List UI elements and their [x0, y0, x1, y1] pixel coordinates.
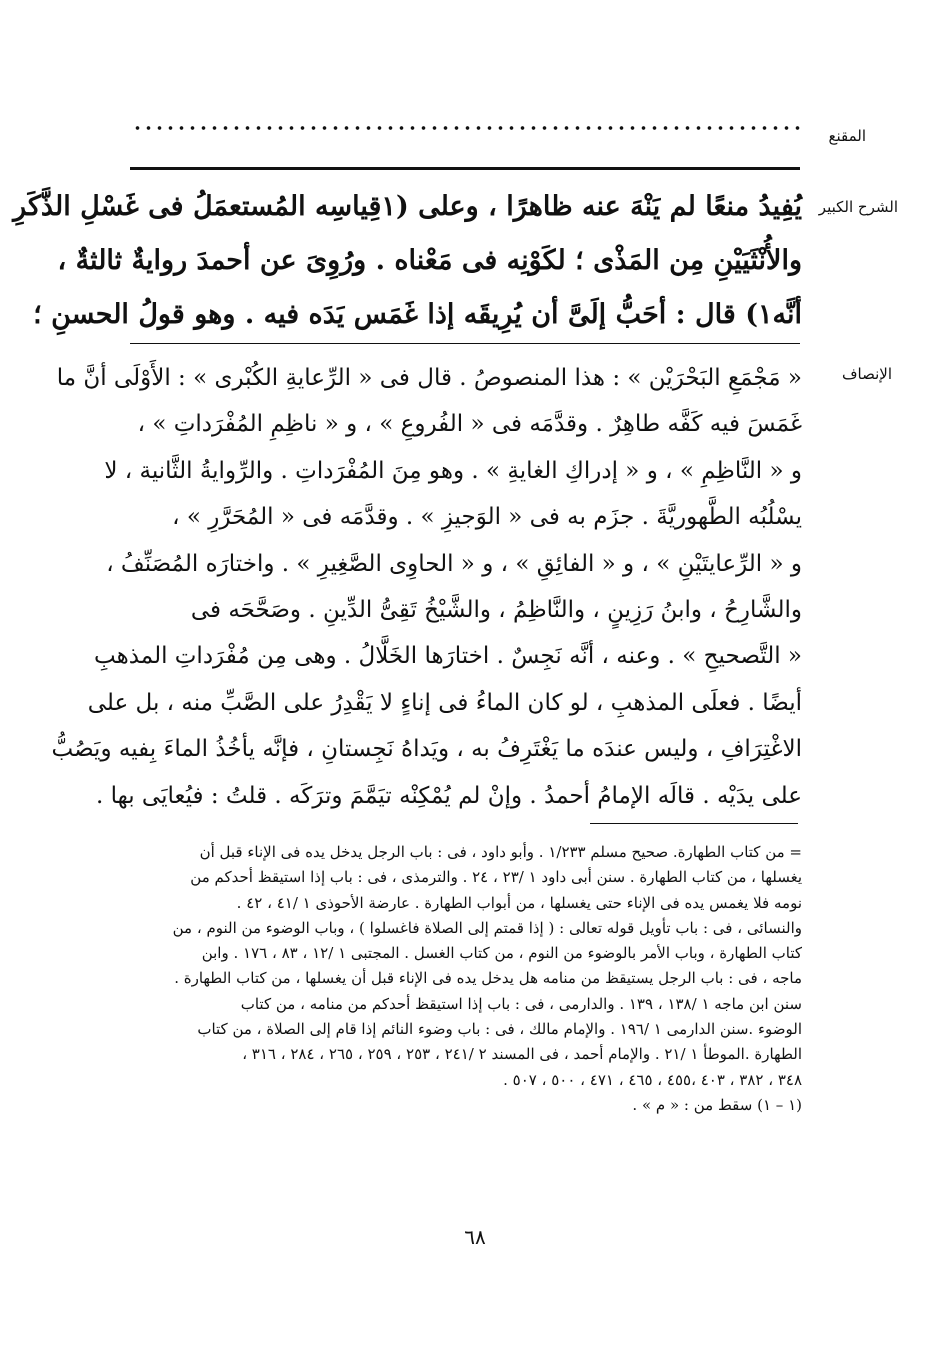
sharh-text: [13, 180, 802, 342]
text-line: الاغْتِرَافِ ، وليس عندَه ما يَغْتَرِفُ به ، ويَداهُ نَجِستانِ ، فإنَّه يأخُذُ الماءَ بِفيه ويَصُبُّ: [51, 736, 802, 763]
text-line: والأُنْثَيَيْنِ مِن المَذْى ؛ لكَوْنِه فى مَعْناه . ورُوِىَ عن أحمدَ روايةٌ ثالثةٌ ،: [57, 245, 802, 276]
text-line: « التَّصحيحِ » . وعنه ، أنَّه نَجِسٌ . اختارَها الخَلَّالُ . وهى مِن مُفْرَداتِ المذهبِ: [93, 643, 802, 670]
text-line: غَمَسَ فيه كَفَّه طاهِرٌ . وقدَّمَه فى « الفُروعِ » ، و « ناظِمِ المُفْرَداتِ » ،: [137, 411, 802, 438]
footnote-line: كتاب الطهارة ، وباب الأمر بالوضوء من النوم ، من كتاب الغسل . المجتبى ١ /١٢ ، ٨٣ ، ١٧٦ . وابن: [201, 944, 802, 963]
footnotes: [120, 840, 802, 1118]
text-line: و « الرِّعايتَيْنِ » ، و « الفائِقِ » ، و « الحاوِى الصَّغِيرِ » . واختارَه المُصَنِّفُ ،: [106, 550, 802, 577]
footnote-line: الطهارة .الموطأ ١ /٢١ . والإمام أحمد ، فى المسند ٢ /٢٤١ ، ٢٥٣ ، ٢٥٩ ، ٢٦٥ ، ٢٨٤ ، ٣١٦ ،: [242, 1045, 802, 1064]
footnote-line: نومه فلا يغمس يده فى الإناء حتى يغسلها ، من أبواب الطهارة . عارضة الأحوذى ١ /٤١ ، ٤٢ .: [236, 893, 802, 912]
footnote-line: = من كتاب الطهارة. صحيح مسلم ١/٢٣٣ . وأبو داود ، فى : باب الرجل يدخل يده فى الإناء قبل أن: [199, 843, 802, 861]
insaf-text: [51, 355, 802, 819]
text-line: « مَجْمَعِ البَحْرَيْن » : هذا المنصوصُ . قال فى « الرِّعايةِ الكُبْرى » : الأَوْلَى أنَّ ما: [56, 365, 802, 391]
footnote-line: ماجه ، فى : باب الرجل يستيقظ من منامه هل يدخل يده فى الإناء قبل أن يغسلها ، من كتاب الطهارة .: [174, 969, 802, 988]
header-dotted-rule: [132, 122, 800, 134]
footnote-line: سنن ابن ماجه ١ /١٣٨ ، ١٣٩ . والدارمى ، فى : باب إذا استيقظ أحدكم من منامه ، من كتاب: [240, 994, 802, 1013]
page-number: ٦٨: [464, 1225, 486, 1249]
text-line: يُفِيدُ منعًا لم يَنْهَ عنه ظاهرًا ، وعلى (١قِياسِه المُستعمَلُ فى غَسْلِ الذَّكَرِ: [13, 191, 802, 222]
footnote-line: الوضوء .سنن الدارمى ١ /١٩٦ . والإمام مالك ، فى : باب وضوء النائم إذا قام إلى الصلاة ، من كتاب: [197, 1020, 802, 1039]
header-rule: [130, 167, 800, 170]
text-line: أنَّه١) قال : أحَبُّ إلَىَّ أن يُرِيقَه إذا غَمَس يَدَه فيه . وهو قولُ الحسنِ ؛: [33, 299, 802, 330]
text-line: والشَّارِحُ ، وابنُ رَزِينٍ ، والنَّاظِمُ ، والشَّيْخُ تَقِىُّ الدِّينِ . وصَحَّحَه فى: [190, 596, 802, 623]
footnote-line: والنسائى ، فى : باب تأويل قوله تعالى : ( إذا قمتم إلى الصلاة فاغسلوا ) ، وباب الوضوء من النوم ، من: [172, 918, 802, 937]
text-line: يسْلُبُه الطَّهوريَّةَ . جزَم به فى « الوَجيزِ » . وقدَّمَه فى « المُحَرَّرِ » ،: [172, 504, 802, 531]
footnote-line: (١ – ١) سقط من : « م » .: [632, 1095, 802, 1114]
footnote-line: يغسلها ، من كتاب الطهارة . سنن أبى داود ١ /٢٣ ، ٢٤ . والترمذى ، فى : باب إذا استيقظ أحدكم من: [190, 868, 802, 887]
insaf-label: الإنصاف: [841, 365, 892, 383]
text-line: و « النَّاظِمِ » ، و « إدراكِ الغايةِ » . وهو مِنَ المُفْرَداتِ . والرِّوايةُ الثَّانية ، لا: [104, 457, 802, 484]
text-line: أيضًا . فعلَى المذهبِ ، لو كان الماءُ فى إناءٍ لا يَقْدِرُ على الصَّبِّ منه ، بل على: [87, 689, 802, 716]
running-title: المقنع: [828, 127, 866, 145]
footnote-line: ٣٤٨ ، ٣٨٢ ، ٤٠٣ ،٤٥٥ ، ٤٦٥ ، ٤٧١ ، ٥٠٠ ، ٥٠٧ .: [503, 1070, 802, 1089]
text-line: على يدَيْه . قالَه الإمامُ أحمدُ . وإنْ لم يُمْكِنْه تيَمَّمَ وترَكَه . قلتُ : فيُعايَى بها .: [95, 782, 802, 809]
footnote-divider: [590, 823, 798, 824]
section-divider: [130, 343, 800, 344]
sharh-label: الشرح الكبير: [818, 198, 898, 216]
